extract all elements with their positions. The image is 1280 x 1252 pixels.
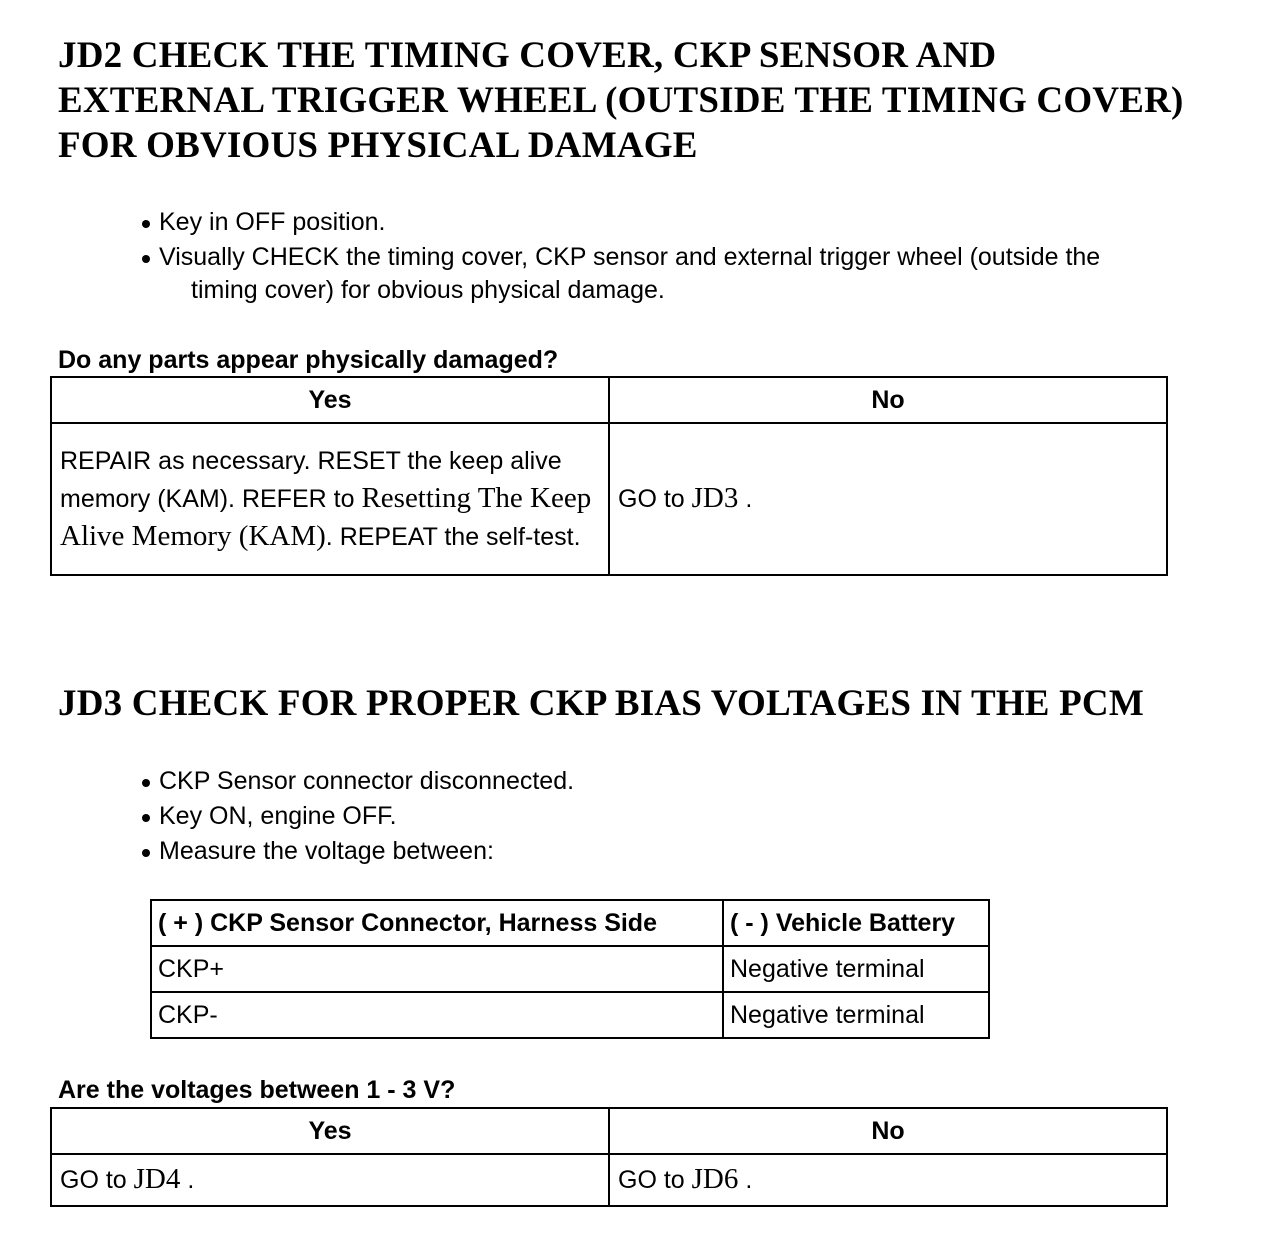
jd2-question: Do any parts appear physically damaged? (58, 346, 559, 374)
jd3-question: Are the voltages between 1 - 3 V? (58, 1076, 456, 1104)
jd2-step-list (140, 206, 1240, 309)
measurement-cell: Negative terminal (723, 946, 989, 992)
jd3-heading: JD3 CHECK FOR PROPER CKP BIAS VOLTAGES IN THE PCM (58, 683, 1144, 724)
jd3-link[interactable]: JD3 (691, 482, 739, 514)
jd3-step-3 (140, 835, 1040, 868)
measurement-cell: Negative terminal (723, 992, 989, 1038)
jd2-step-2-text: Visually CHECK the timing cover, CKP sensor and external trigger wheel (outside the (159, 243, 1101, 271)
jd3-yes-header: Yes (51, 1108, 609, 1154)
jd2-yes-cell (51, 423, 609, 575)
jd2-step-1-text: Key in OFF position. (159, 208, 386, 236)
jd3-no-suffix: . (738, 1166, 753, 1194)
jd3-result-header-row (51, 1108, 1167, 1154)
jd3-step-list (140, 765, 1040, 870)
jd3-step-1 (140, 765, 1040, 798)
vehicle-battery-header: ( - ) Vehicle Battery (723, 900, 989, 946)
measurement-header-row (151, 900, 989, 946)
measurement-cell: CKP+ (151, 946, 723, 992)
jd2-step-2 (140, 241, 1240, 307)
voltage-measurement-table (150, 899, 990, 1039)
jd2-no-text: GO to (618, 485, 685, 513)
jd2-heading-line-1: JD2 CHECK THE TIMING COVER, CKP SENSOR AND (58, 35, 997, 76)
jd4-link[interactable]: JD4 (133, 1163, 181, 1195)
jd3-yes-text: GO to (60, 1166, 127, 1194)
measurement-cell: CKP- (151, 992, 723, 1038)
jd3-no-header: No (609, 1108, 1167, 1154)
jd6-link[interactable]: JD6 (691, 1163, 739, 1195)
jd2-no-header: No (609, 377, 1167, 423)
measurement-row (151, 992, 989, 1038)
harness-side-header: ( + ) CKP Sensor Connector, Harness Side (151, 900, 723, 946)
jd2-heading-line-3: FOR OBVIOUS PHYSICAL DAMAGE (58, 125, 698, 166)
jd2-result-table (50, 376, 1168, 576)
jd2-no-cell (609, 423, 1167, 575)
jd2-heading (58, 33, 1184, 168)
jd3-no-text: GO to (618, 1166, 685, 1194)
jd3-result-table (50, 1107, 1168, 1207)
jd2-heading-line-2: EXTERNAL TRIGGER WHEEL (OUTSIDE THE TIMING COVER) (58, 80, 1184, 121)
jd3-step-3-text: Measure the voltage between: (159, 837, 494, 865)
jd2-yes-header: Yes (51, 377, 609, 423)
jd3-step-1-text: CKP Sensor connector disconnected. (159, 767, 575, 795)
jd3-step-2-text: Key ON, engine OFF. (159, 802, 397, 830)
jd3-step-2 (140, 800, 1040, 833)
jd2-step-1 (140, 206, 1240, 239)
jd2-no-suffix: . (738, 485, 753, 513)
jd3-no-cell (609, 1154, 1167, 1206)
jd3-yes-cell (51, 1154, 609, 1206)
measurement-row (151, 946, 989, 992)
jd2-result-row (51, 423, 1167, 575)
jd2-result-header-row (51, 377, 1167, 423)
jd2-step-2-continuation: timing cover) for obvious physical damage. (191, 276, 665, 304)
jd2-yes-text-end: . REPEAT the self-test. (325, 522, 581, 551)
jd2-yes-text: REPAIR as necessary. RESET the keep alive memory (KAM). REFER to (60, 446, 562, 513)
resetting-kam-link[interactable]: Resetting The Keep Alive Memory (KAM) (60, 481, 592, 552)
jd3-yes-suffix: . (180, 1166, 195, 1194)
jd3-result-row (51, 1154, 1167, 1206)
